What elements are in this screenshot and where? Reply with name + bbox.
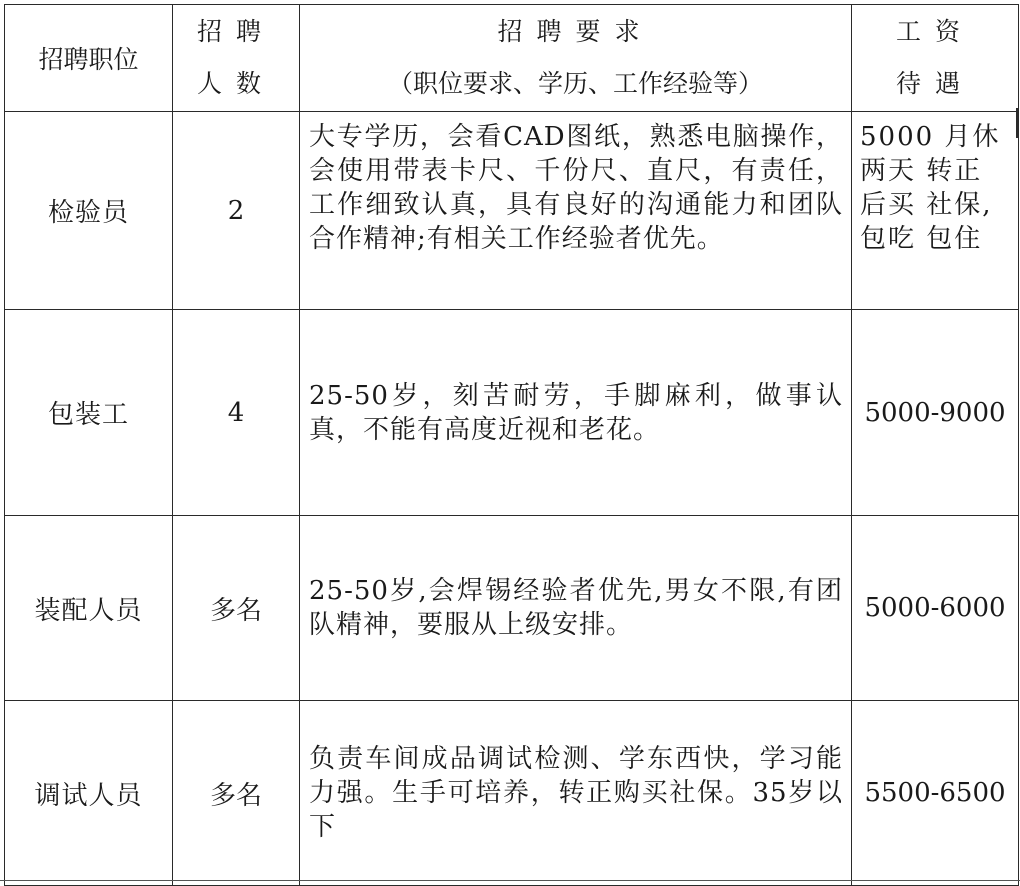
position-cell: 包装工 [5,310,173,516]
position-cell: 检验员 [5,112,173,310]
count-cell: 4 [173,310,300,516]
count-cell: 2 [173,112,300,310]
salary-cell: 5000 月休两天 转正后买 社保,包吃 包住 [852,112,1019,310]
table-header-row [5,5,1019,112]
requirements-cell: 25-50岁，刻苦耐劳，手脚麻利，做事认真，不能有高度近视和老花。 [300,310,852,516]
table-row [5,112,1019,310]
requirements-cell: 负责车间成品调试检测、学东西快，学习能力强。生手可培养，转正购买社保。35岁以下 [300,701,852,886]
position-cell: 调试人员 [5,701,173,886]
count-cell: 多名 [173,701,300,886]
header-count-line-1: 招聘 [196,17,275,46]
requirements-cell: 大专学历，会看CAD图纸，熟悉电脑操作，会使用带表卡尺、千份尺、直尺，有责任，工作细致认真，具有良好的沟通能力和团队合作精神;有相关工作经验者优先。 [300,112,852,310]
header-salary-line-2: 待遇 [895,69,974,98]
table-row [5,516,1019,701]
requirements-cell: 25-50岁,会焊锡经验者优先,男女不限,有团队精神，要服从上级安排。 [300,516,852,701]
salary-cell: 5000-6000 [852,516,1019,701]
header-salary-line-1: 工资 [895,17,974,46]
header-count [173,5,300,112]
header-requirements-subtitle: （职位要求、学历、工作经验等） [387,69,763,98]
header-position: 招聘职位 [5,5,173,112]
header-requirements [300,5,852,112]
page-bottom-line [0,880,1020,881]
count-cell: 多名 [173,516,300,701]
salary-cell: 5000-9000 [852,310,1019,516]
recruitment-table [4,4,1019,886]
salary-cell: 5500-6500 [852,701,1019,886]
position-cell: 装配人员 [5,516,173,701]
page-edge-mark [1016,108,1018,138]
table-row [5,310,1019,516]
header-count-line-2: 人数 [196,69,275,98]
header-salary [852,5,1019,112]
table-row [5,701,1019,886]
header-requirements-title: 招聘要求 [497,17,654,46]
